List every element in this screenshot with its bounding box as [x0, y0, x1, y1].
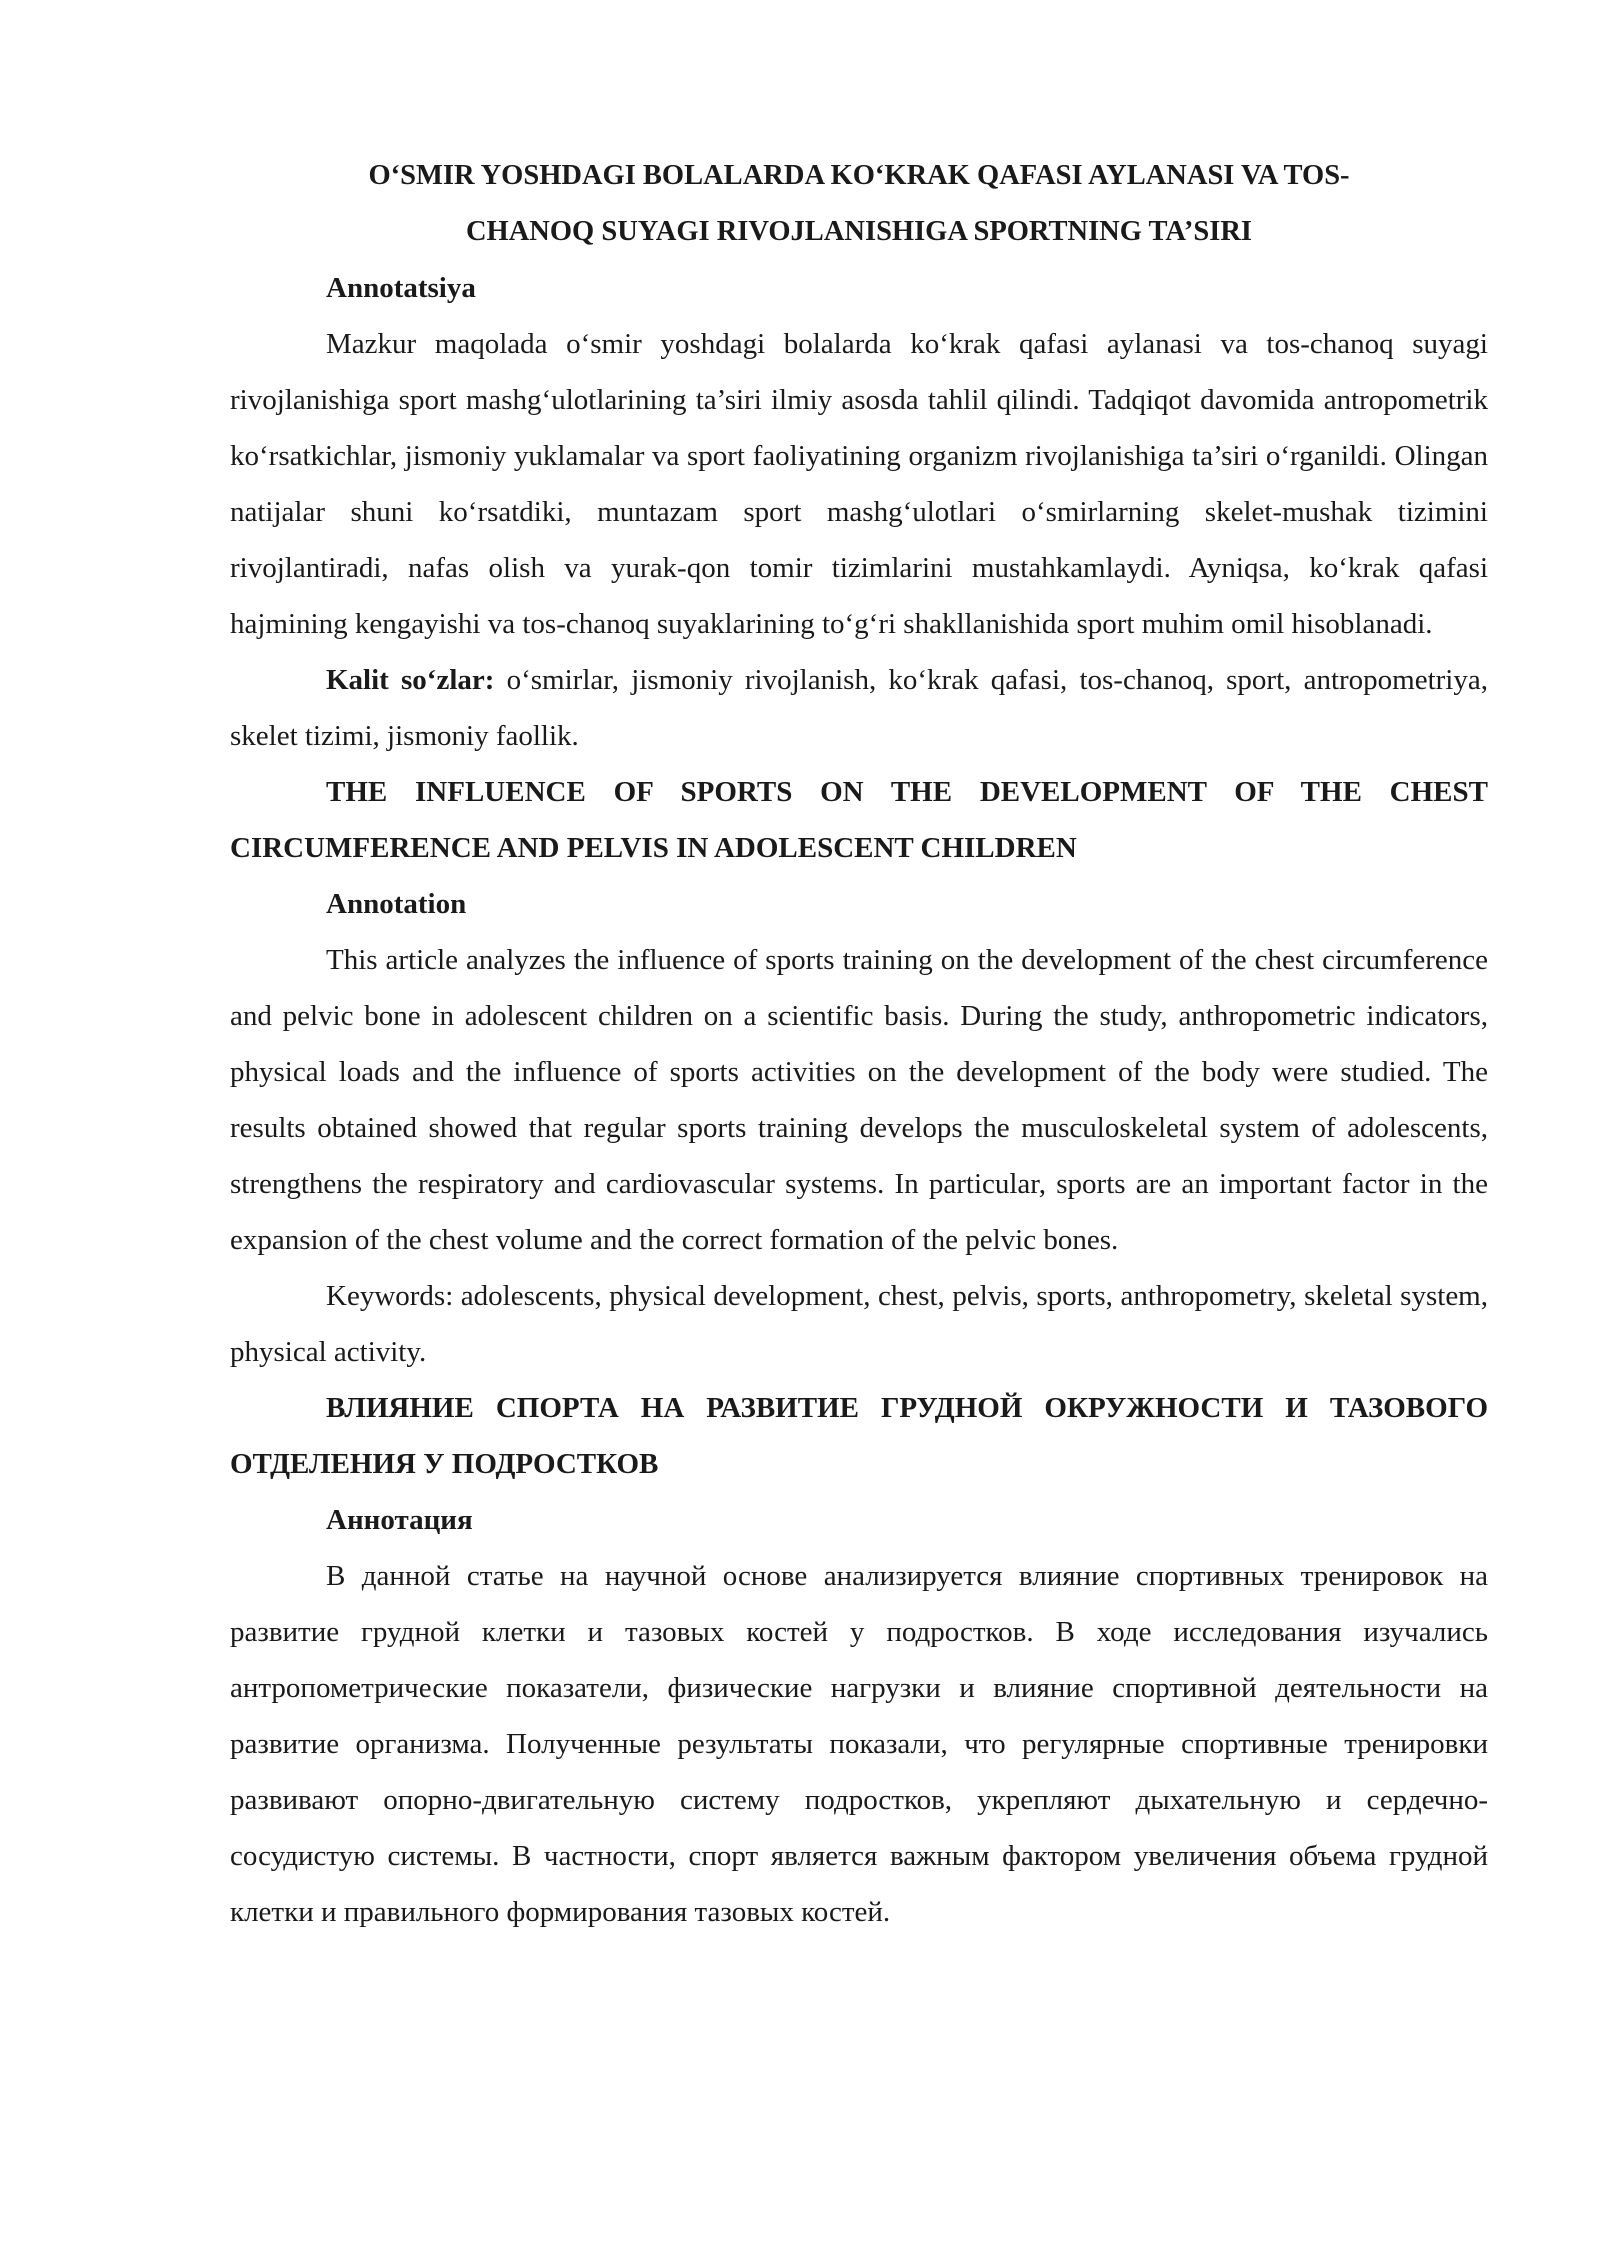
en-title: THE INFLUENCE OF SPORTS ON THE DEVELOPMENT OF THE CHEST CIRCUMFERENCE AND PELVIS IN ADOLESCENT CHILDREN [230, 776, 1488, 864]
uz-keywords-label: Kalit so‘zlar: [326, 664, 495, 696]
uz-keywords-text: o‘smirlar, jismoniy rivojlanish, ko‘krak qafasi, tos-chanoq, sport, antropometriya, skelet tizimi, jismoniy faollik. [230, 664, 1488, 752]
uz-title-line2: CHANOQ SUYAGI RIVOJLANISHIGA SPORTNING TA’SIRI [465, 216, 1253, 247]
uz-annotation-text: Mazkur maqolada o‘smir yoshdagi bolalarda ko‘krak qafasi aylanasi va tos-chanoq suyagi rivojlanishiga sport mashg‘ulotlarining ta’siri ilmiy asosda tahlil qilindi. Tadqiqot davomida antropometrik ko‘rsatkichlar, jismoniy yuklamalar va sport faoliyatining organizm rivojlanishiga ta’siri o‘rganildi. Olingan natijalar shuni ko‘rsatdiki, muntazam sport mashg‘ulotlari o‘smirlarning skelet-mushak tizimini rivojlantiradi, nafas olish va yurak-qon tomir tizimlarini mustahkamlaydi. Ayniqsa, ko‘krak qafasi hajmining kengayishi va tos-chanoq suyaklarining to‘g‘ri shakllanishida sport muhim omil hisoblanadi. [230, 328, 1488, 640]
ru-annotation-heading: Аннотация [326, 1504, 473, 1536]
uz-annotation-heading: Annotatsiya [326, 272, 476, 304]
uz-keywords [230, 652, 1488, 764]
article-body [230, 148, 1488, 1940]
en-annotation-heading: Annotation [326, 888, 467, 920]
ru-title: ВЛИЯНИЕ СПОРТА НА РАЗВИТИЕ ГРУДНОЙ ОКРУЖНОСТИ И ТАЗОВОГО ОТДЕЛЕНИЯ У ПОДРОСТКОВ [230, 1392, 1488, 1480]
uz-title [230, 148, 1488, 260]
en-annotation-text: This article analyzes the influence of sports training on the development of the chest circumference and pelvic bone in adolescent children on a scientific basis. During the study, anthropometric indicators, physical loads and the influence of sports activities on the development of the body were studied. The results obtained showed that regular sports training develops the musculoskeletal system of adolescents, strengthens the respiratory and cardiovascular systems. In particular, sports are an important factor in the expansion of the chest volume and the correct formation of the pelvic bones. [230, 944, 1488, 1256]
uz-title-line1: O‘SMIR YOSHDAGI BOLALARDA KO‘KRAK QAFASI AYLANASI VA TOS- [368, 160, 1350, 191]
ru-annotation-text: В данной статье на научной основе анализируется влияние спортивных тренировок на развитие грудной клетки и тазовых костей у подростков. В ходе исследования изучались антропометрические показатели, физические нагрузки и влияние спортивной деятельности на развитие организма. Полученные результаты показали, что регулярные спортивные тренировки развивают опорно-двигательную систему подростков, укрепляют дыхательную и сердечно-сосудистую системы. В частности, спорт является важным фактором увеличения объема грудной клетки и правильного формирования тазовых костей. [230, 1560, 1488, 1928]
en-keywords: Keywords: adolescents, physical development, chest, pelvis, sports, anthropometry, skeletal system, physical activity. [230, 1280, 1488, 1368]
